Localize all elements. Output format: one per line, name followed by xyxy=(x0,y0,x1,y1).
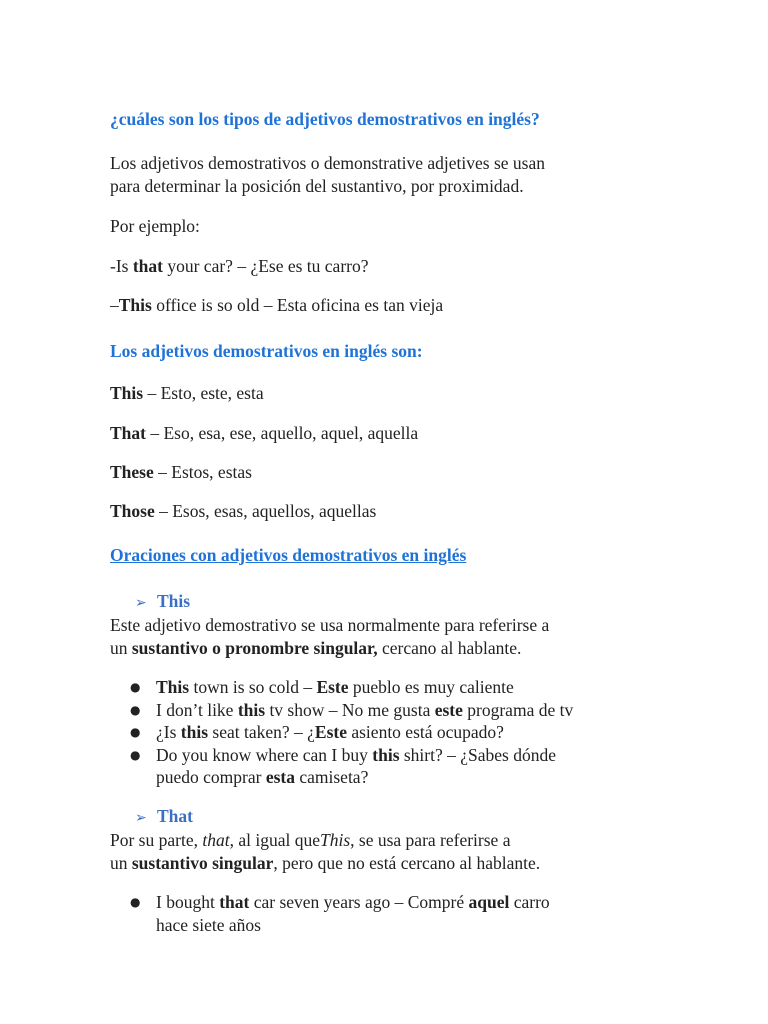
text: asiento está ocupado? xyxy=(346,722,504,742)
ejemplo-label: Por ejemplo: xyxy=(110,216,200,236)
this-desc-post: cercano al hablante. xyxy=(377,638,522,658)
list-item xyxy=(110,721,573,744)
bold-text: aquel xyxy=(468,892,510,912)
bullet-dot-icon: ● xyxy=(130,725,141,739)
text: ¿Is xyxy=(156,722,181,742)
bullet-dot-icon: ● xyxy=(130,747,141,762)
example-2 xyxy=(110,294,443,317)
text: programa de tv xyxy=(462,699,574,720)
list-item xyxy=(110,699,573,722)
bold-text: esta xyxy=(265,767,295,787)
italic-text: that xyxy=(202,830,230,850)
adjective-meaning: – Esto, este, esta xyxy=(143,383,264,403)
text: pueblo es muy caliente xyxy=(348,677,514,697)
heading-adjetivos: Los adjetivos demostrativos en inglés son: xyxy=(110,341,423,361)
text: , se usa para referirse a xyxy=(350,830,511,850)
example-1-pre: -Is xyxy=(110,256,133,276)
italic-text: This xyxy=(319,830,351,850)
example-2-pre: – xyxy=(110,295,119,315)
adjective-that xyxy=(110,422,418,445)
bullet-dot-icon: ● xyxy=(130,680,141,694)
subheading-this-label: This xyxy=(157,591,191,611)
text: puedo comprar xyxy=(156,767,266,787)
subheading-that xyxy=(135,805,193,830)
text: shirt? – ¿Sabes dónde xyxy=(399,744,556,765)
text: car seven years ago – Compré xyxy=(249,892,469,912)
bold-text: este xyxy=(434,699,463,720)
this-desc-bold: sustantivo o pronombre singular, xyxy=(131,638,378,658)
bold-text: this xyxy=(372,744,400,765)
text: camiseta? xyxy=(294,767,369,787)
that-desc-line-1 xyxy=(110,829,510,852)
that-desc-line-2 xyxy=(110,852,540,875)
bold-text: that xyxy=(219,892,250,912)
bold-text: this xyxy=(180,722,209,742)
text: town is so cold – xyxy=(189,677,317,697)
adjective-word: That xyxy=(110,423,146,443)
example-1-post: your car? – ¿Ese es tu carro? xyxy=(162,256,369,276)
example-2-bold: This xyxy=(118,295,152,315)
example-1-bold: that xyxy=(132,256,163,276)
adjective-meaning: – Esos, esas, aquellos, aquellas xyxy=(154,501,377,521)
list-item xyxy=(110,676,573,699)
bullet-dot-icon: ● xyxy=(130,702,141,717)
text: I bought xyxy=(156,892,220,912)
this-example-list xyxy=(110,676,573,789)
arrow-bullet-icon: ➢ xyxy=(135,810,147,826)
intro-line-1: Los adjetivos demostrativos o demonstrative adjetives se usan xyxy=(110,153,545,173)
this-desc-pre: un xyxy=(110,638,132,658)
adjective-meaning: – Estos, estas xyxy=(153,462,252,482)
text: carro xyxy=(509,892,550,912)
subheading-this xyxy=(135,590,190,615)
example-2-post: office is so old – Esta oficina es tan vieja xyxy=(151,295,444,315)
adjective-word: These xyxy=(110,462,154,482)
subheading-that-label: That xyxy=(157,806,193,826)
bold-text: this xyxy=(237,699,266,720)
adjective-meaning: – Eso, esa, ese, aquello, aquel, aquella xyxy=(145,423,419,443)
bullet-dot-icon: ● xyxy=(130,895,141,909)
adjective-word: Those xyxy=(110,501,155,521)
text: seat taken? – ¿ xyxy=(208,722,315,742)
text: Por su parte, xyxy=(110,830,203,850)
text: tv show – No me gusta xyxy=(265,699,435,720)
text: Do you know where can I buy xyxy=(156,744,373,765)
list-item xyxy=(110,744,573,789)
heading-tipos: ¿cuáles son los tipos de adjetivos demostrativos en inglés? xyxy=(110,109,540,129)
text: , pero que no está cercano al hablante. xyxy=(273,853,541,873)
bold-text: sustantivo singular xyxy=(131,853,274,873)
arrow-bullet-icon: ➢ xyxy=(135,595,147,611)
text: un xyxy=(110,853,132,873)
adjective-word: This xyxy=(110,383,144,403)
text: hace siete años xyxy=(156,914,261,935)
that-example-list xyxy=(110,891,550,936)
adjective-this xyxy=(110,382,264,405)
text: , al igual que xyxy=(229,830,320,850)
heading-oraciones-link[interactable]: Oraciones con adjetivos demostrativos en inglés xyxy=(110,545,467,565)
bold-text: Este xyxy=(314,722,347,742)
bold-text: Este xyxy=(316,677,349,697)
this-desc-line-1: Este adjetivo demostrativo se usa normalmente para referirse a xyxy=(110,615,550,635)
adjective-those xyxy=(110,500,376,523)
text: I don’t like xyxy=(156,699,238,720)
intro-line-2: para determinar la posición del sustantivo, por proximidad. xyxy=(110,176,524,196)
bold-text: This xyxy=(156,677,190,697)
this-desc-line-2 xyxy=(110,637,521,660)
example-1 xyxy=(110,255,369,278)
adjective-these xyxy=(110,461,252,484)
list-item xyxy=(110,891,550,936)
